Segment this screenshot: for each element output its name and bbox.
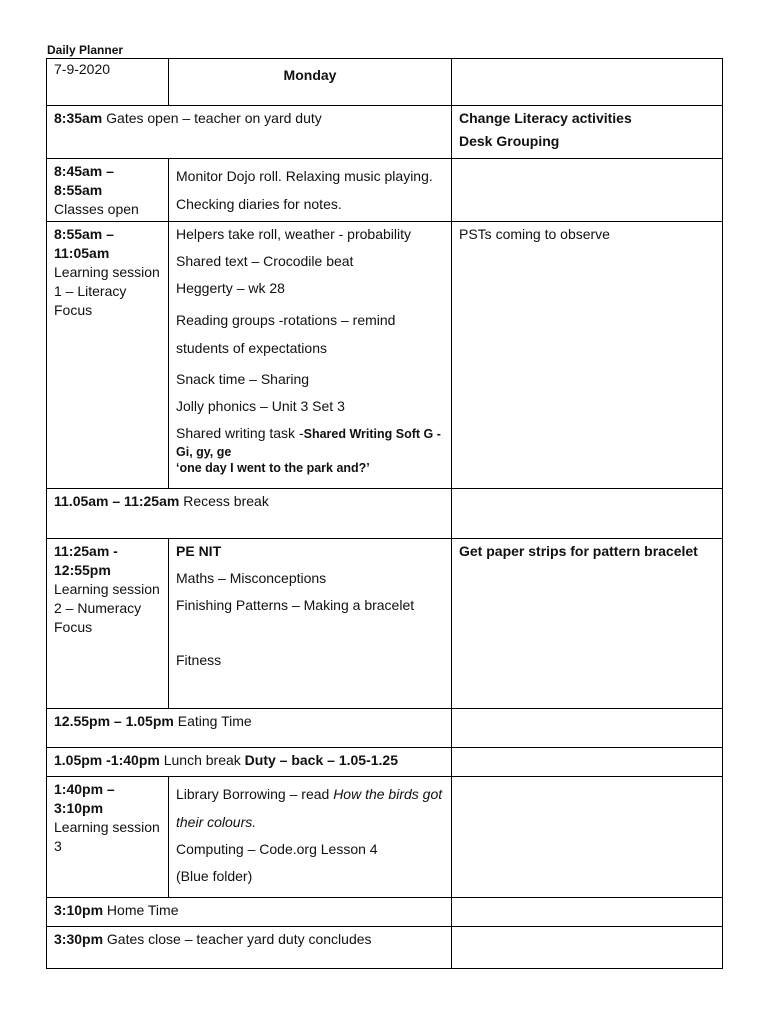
activities-cell <box>169 539 452 709</box>
writing-prompt: ‘one day I went to the park and?’ <box>176 461 370 476</box>
activity-item: Reading groups -rotations – remind students of expectations <box>176 312 396 357</box>
row-time: 12.55pm – 1.05pm <box>54 713 174 730</box>
header-notes-cell <box>452 59 723 106</box>
activity-item: Jolly phonics – Unit 3 Set 3 <box>176 398 345 415</box>
row-text: Gates close – teacher yard duty concludes <box>106 931 372 948</box>
header-row <box>47 59 723 106</box>
notes-cell <box>452 539 723 709</box>
row-session-3 <box>47 777 723 898</box>
row-text: Lunch break <box>163 752 241 769</box>
time-cell <box>47 222 169 489</box>
row-home <box>47 898 723 927</box>
row-label: Learning session 3 <box>54 819 160 855</box>
home-cell <box>47 898 452 927</box>
activity-item: Heggerty – wk 28 <box>176 280 285 297</box>
row-time: 8:35am <box>54 110 103 126</box>
activity-heading: PE NIT <box>176 543 222 560</box>
recess-cell <box>47 489 452 539</box>
date-cell: 7-9-2020 <box>47 59 169 106</box>
row-text: Home Time <box>106 902 179 919</box>
row-text: Gates open – teacher on yard duty <box>106 110 322 126</box>
activities-cell <box>169 222 452 489</box>
note-item: PSTs coming to observe <box>459 226 610 243</box>
row-label: Learning session 1 – Literacy Focus <box>54 264 160 319</box>
time-cell <box>47 539 169 709</box>
activities-cell <box>169 777 452 898</box>
activities-cell <box>169 158 452 222</box>
lunch-cell <box>47 748 452 777</box>
activity-item: Finishing Patterns – Making a bracelet <box>176 597 415 614</box>
row-time: 8:55am – 11:05am <box>54 226 114 262</box>
note-item: Desk Grouping <box>459 132 560 149</box>
row-text: Recess break <box>183 493 269 510</box>
writing-task-detail: Shared Writing Soft G - Gi, gy, ge <box>176 426 441 460</box>
activity-item: Helpers take roll, weather - probability <box>176 226 411 243</box>
row-time: 11:25am - 12:55pm <box>54 543 118 579</box>
row-text: Eating Time <box>177 713 252 730</box>
activity-item: Snack time – Sharing <box>176 371 310 388</box>
planner-table <box>46 58 723 969</box>
page-title: Daily Planner <box>47 43 124 57</box>
notes-cell <box>452 709 723 748</box>
notes-cell <box>452 777 723 898</box>
row-session-1 <box>47 222 723 489</box>
note-item: Change Literacy activities <box>459 110 632 126</box>
row-time: 8:45am – 8:55am <box>54 162 114 198</box>
book-title: How the birds got their colours. <box>176 786 443 831</box>
activity-item: Fitness <box>176 652 222 669</box>
row-time: 3:30pm <box>54 931 104 948</box>
row-time: 1:40pm – 3:10pm <box>54 781 115 817</box>
row-eating <box>47 709 723 748</box>
activity-item: Computing – Code.org Lesson 4 <box>176 841 378 858</box>
notes-cell <box>452 748 723 777</box>
library-label: Library Borrowing – read <box>176 786 334 803</box>
notes-cell <box>452 158 723 222</box>
activity-item: Maths – Misconceptions <box>176 570 327 587</box>
row-classes-open <box>47 158 723 222</box>
note-item: Get paper strips for pattern bracelet <box>459 543 698 560</box>
row-time: 3:10pm <box>54 902 104 919</box>
duty-text: Duty – back – 1.05-1.25 <box>244 752 398 769</box>
notes-cell <box>452 898 723 927</box>
row-gates-close <box>47 927 723 969</box>
row-gates-open <box>47 106 723 159</box>
activity-item: Monitor Dojo roll. Relaxing music playing. Checking diaries for notes. <box>176 167 433 212</box>
eating-cell <box>47 709 452 748</box>
row-label: Learning session 2 – Numeracy Focus <box>54 581 160 636</box>
time-cell <box>47 777 169 898</box>
activity-item: (Blue folder) <box>176 868 253 885</box>
notes-cell <box>452 106 723 159</box>
row-lunch <box>47 748 723 777</box>
activity-item: Shared text – Crocodile beat <box>176 253 354 270</box>
row-recess <box>47 489 723 539</box>
time-cell <box>47 158 169 222</box>
notes-cell <box>452 222 723 489</box>
notes-cell <box>452 927 723 969</box>
gates-close-cell <box>47 927 452 969</box>
row-session-2 <box>47 539 723 709</box>
day-cell: Monday <box>169 59 452 106</box>
notes-cell <box>452 489 723 539</box>
writing-task-label: Shared writing task - <box>176 424 304 441</box>
row-time: 1.05pm -1:40pm <box>54 752 160 769</box>
row-time: 11.05am – 11:25am <box>54 493 180 510</box>
gates-open-cell <box>47 106 452 159</box>
row-label: Classes open <box>54 200 139 217</box>
